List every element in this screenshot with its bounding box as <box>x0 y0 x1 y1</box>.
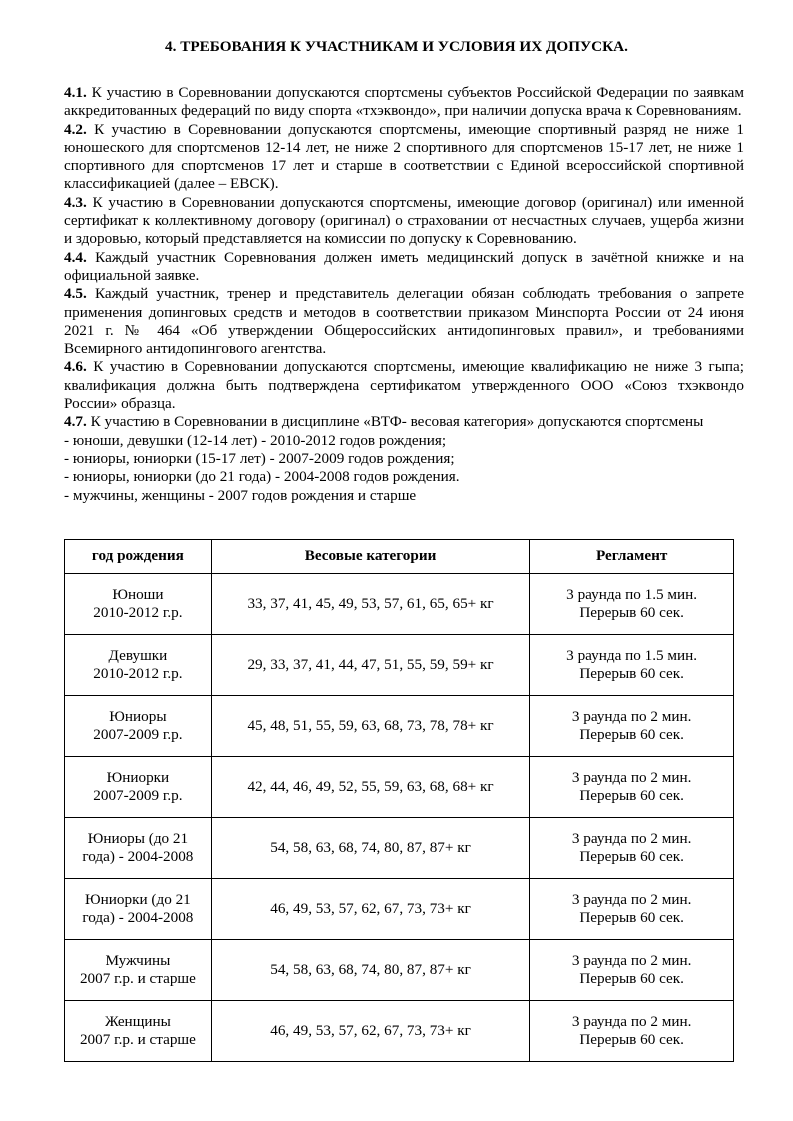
paragraph-text: Каждый участник Соревнования должен иметь медицинский допуск в зачётной книжке и на официальной заявке. <box>64 248 744 284</box>
group-cell <box>65 574 212 635</box>
table-row <box>65 879 734 940</box>
group-years: года) - 2004-2008 <box>82 848 194 865</box>
rules-cell <box>530 757 734 818</box>
paragraph-number: 4.7. <box>64 413 87 431</box>
table-row <box>65 818 734 879</box>
table-row <box>65 696 734 757</box>
paragraph-4-7 <box>64 413 744 431</box>
weights-cell: 42, 44, 46, 49, 52, 55, 59, 63, 68, 68+ кг <box>211 757 529 818</box>
rules-cell <box>530 696 734 757</box>
rounds-text: 3 раунда по 2 мин. <box>571 768 692 786</box>
rounds-text: 3 раунда по 1.5 мин. <box>566 646 698 664</box>
group-years: 2007 г.р. и старше <box>79 970 196 987</box>
rounds-text: 3 раунда по 2 мин. <box>571 951 692 969</box>
paragraph-text: К участию в Соревновании допускаются спортсмены, имеющие договор (оригинал) или именной сертификат к коллективному договору (оригинал) о страховании от несчастных случаев, ущерба жизни и здоровью, который представляется на комиссии по допуску к Соревнованию. <box>64 193 744 248</box>
break-text: Перерыв 60 сек. <box>579 848 684 865</box>
rules-cell <box>530 940 734 1001</box>
group-name: Юниоры (до 21 <box>87 829 189 847</box>
weights-cell: 45, 48, 51, 55, 59, 63, 68, 73, 78, 78+ кг <box>211 696 529 757</box>
rules-cell <box>530 635 734 696</box>
header-weight-categories: Весовые категории <box>211 540 529 574</box>
table-header-row <box>65 540 734 574</box>
weights-cell: 46, 49, 53, 57, 62, 67, 73, 73+ кг <box>211 879 529 940</box>
paragraph-text: Каждый участник, тренер и представитель делегации обязан соблюдать требования о запрете применения допинговых средств и методов в соответствии приказом Минспорта России от 24 июня 2021 г. № 464 «Об утверждении Общероссийских антидопинговых правил», и требованиями Всемирного антидопингового агентства. <box>64 285 745 358</box>
requirements-text <box>64 84 744 505</box>
break-text: Перерыв 60 сек. <box>579 1031 684 1048</box>
weights-cell: 54, 58, 63, 68, 74, 80, 87, 87+ кг <box>211 818 529 879</box>
paragraph-number: 4.2. <box>64 120 87 138</box>
break-text: Перерыв 60 сек. <box>579 665 684 682</box>
paragraph-text: К участию в Соревновании допускаются спортсмены, имеющие квалификацию не ниже 3 гыпа; квалификация должна быть подтверждена сертификатом утвержденного ООО «Союз тхэквондо России» образца. <box>64 358 745 413</box>
group-name: Юниорки <box>106 768 170 786</box>
rules-cell <box>530 879 734 940</box>
table-row <box>65 574 734 635</box>
paragraph-4-6 <box>64 358 744 413</box>
break-text: Перерыв 60 сек. <box>579 726 684 743</box>
group-years: 2007-2009 г.р. <box>93 787 183 804</box>
group-years: 2007-2009 г.р. <box>93 726 183 743</box>
group-name: Девушки <box>108 646 168 664</box>
group-cell <box>65 1001 212 1062</box>
group-cell <box>65 879 212 940</box>
paragraph-4-3 <box>64 194 744 249</box>
weights-cell: 46, 49, 53, 57, 62, 67, 73, 73+ кг <box>211 1001 529 1062</box>
paragraph-4-4 <box>64 249 744 286</box>
rounds-text: 3 раунда по 2 мин. <box>571 890 692 908</box>
paragraph-text: К участию в Соревновании допускаются спортсмены субъектов Российской Федерации по заявкам аккредитованных федераций по виду спорта «тхэквондо», при наличии допуска врача к Соревнованиям. <box>64 84 744 120</box>
header-birth-year: год рождения <box>65 540 212 574</box>
age-group-line: - юниоры, юниорки (15-17 лет) - 2007-2009 годов рождения; <box>64 449 455 467</box>
rules-cell <box>530 1001 734 1062</box>
rounds-text: 3 раунда по 2 мин. <box>571 1012 692 1030</box>
group-name: Юниорки (до 21 <box>85 890 191 908</box>
paragraph-number: 4.4. <box>64 248 87 266</box>
section-title: 4. ТРЕБОВАНИЯ К УЧАСТНИКАМ И УСЛОВИЯ ИХ ДОПУСКА. <box>165 38 628 55</box>
paragraph-number: 4.6. <box>64 358 87 376</box>
paragraph-4-1 <box>64 84 744 121</box>
age-group-line: - мужчины, женщины - 2007 годов рождения и старше <box>64 486 417 504</box>
table-row <box>65 1001 734 1062</box>
group-name: Юноши <box>112 585 164 603</box>
table-row <box>65 940 734 1001</box>
group-name: Мужчины <box>105 951 171 969</box>
weight-categories-table <box>64 539 734 1062</box>
rules-cell <box>530 574 734 635</box>
group-cell <box>65 696 212 757</box>
group-name: Женщины <box>104 1012 171 1030</box>
paragraph-text: К участию в Соревновании в дисциплине «ВТФ- весовая категория» допускаются спортсмены <box>90 413 704 431</box>
group-cell <box>65 940 212 1001</box>
age-group-line: - юноши, девушки (12-14 лет) - 2010-2012 годов рождения; <box>64 431 447 449</box>
table-row <box>65 635 734 696</box>
paragraph-number: 4.3. <box>64 193 87 211</box>
group-name: Юниоры <box>109 707 167 725</box>
group-cell <box>65 635 212 696</box>
group-years: 2010-2012 г.р. <box>93 604 183 621</box>
rounds-text: 3 раунда по 2 мин. <box>571 829 692 847</box>
break-text: Перерыв 60 сек. <box>579 787 684 804</box>
rules-cell <box>530 818 734 879</box>
break-text: Перерыв 60 сек. <box>579 970 684 987</box>
break-text: Перерыв 60 сек. <box>579 604 684 621</box>
weights-cell: 29, 33, 37, 41, 44, 47, 51, 55, 59, 59+ кг <box>211 635 529 696</box>
rounds-text: 3 раунда по 1.5 мин. <box>566 585 698 603</box>
age-group-line: - юниоры, юниорки (до 21 года) - 2004-2008 годов рождения. <box>64 468 460 486</box>
group-cell <box>65 757 212 818</box>
weights-cell: 33, 37, 41, 45, 49, 53, 57, 61, 65, 65+ кг <box>211 574 529 635</box>
group-years: года) - 2004-2008 <box>82 909 194 926</box>
paragraph-text: К участию в Соревновании допускаются спортсмены, имеющие спортивный разряд не ниже 1 юношеского для спортсменов 12-14 лет, не ниже 2 спортивного для спортсменов 15-17 лет, не ниже 1 спортивного для спортсменов 17 лет и старше в соответствии с Единой всероссийской спортивной классификацией (далее – ЕВСК). <box>64 120 744 193</box>
paragraph-number: 4.5. <box>64 285 87 303</box>
weights-cell: 54, 58, 63, 68, 74, 80, 87, 87+ кг <box>211 940 529 1001</box>
header-regulations: Регламент <box>530 540 734 574</box>
group-years: 2010-2012 г.р. <box>93 665 183 682</box>
paragraph-number: 4.1. <box>64 84 87 101</box>
group-cell <box>65 818 212 879</box>
break-text: Перерыв 60 сек. <box>579 909 684 926</box>
group-years: 2007 г.р. и старше <box>79 1031 196 1048</box>
rounds-text: 3 раунда по 2 мин. <box>571 707 692 725</box>
table-row <box>65 757 734 818</box>
paragraph-4-5 <box>64 285 744 358</box>
paragraph-4-2 <box>64 121 744 194</box>
